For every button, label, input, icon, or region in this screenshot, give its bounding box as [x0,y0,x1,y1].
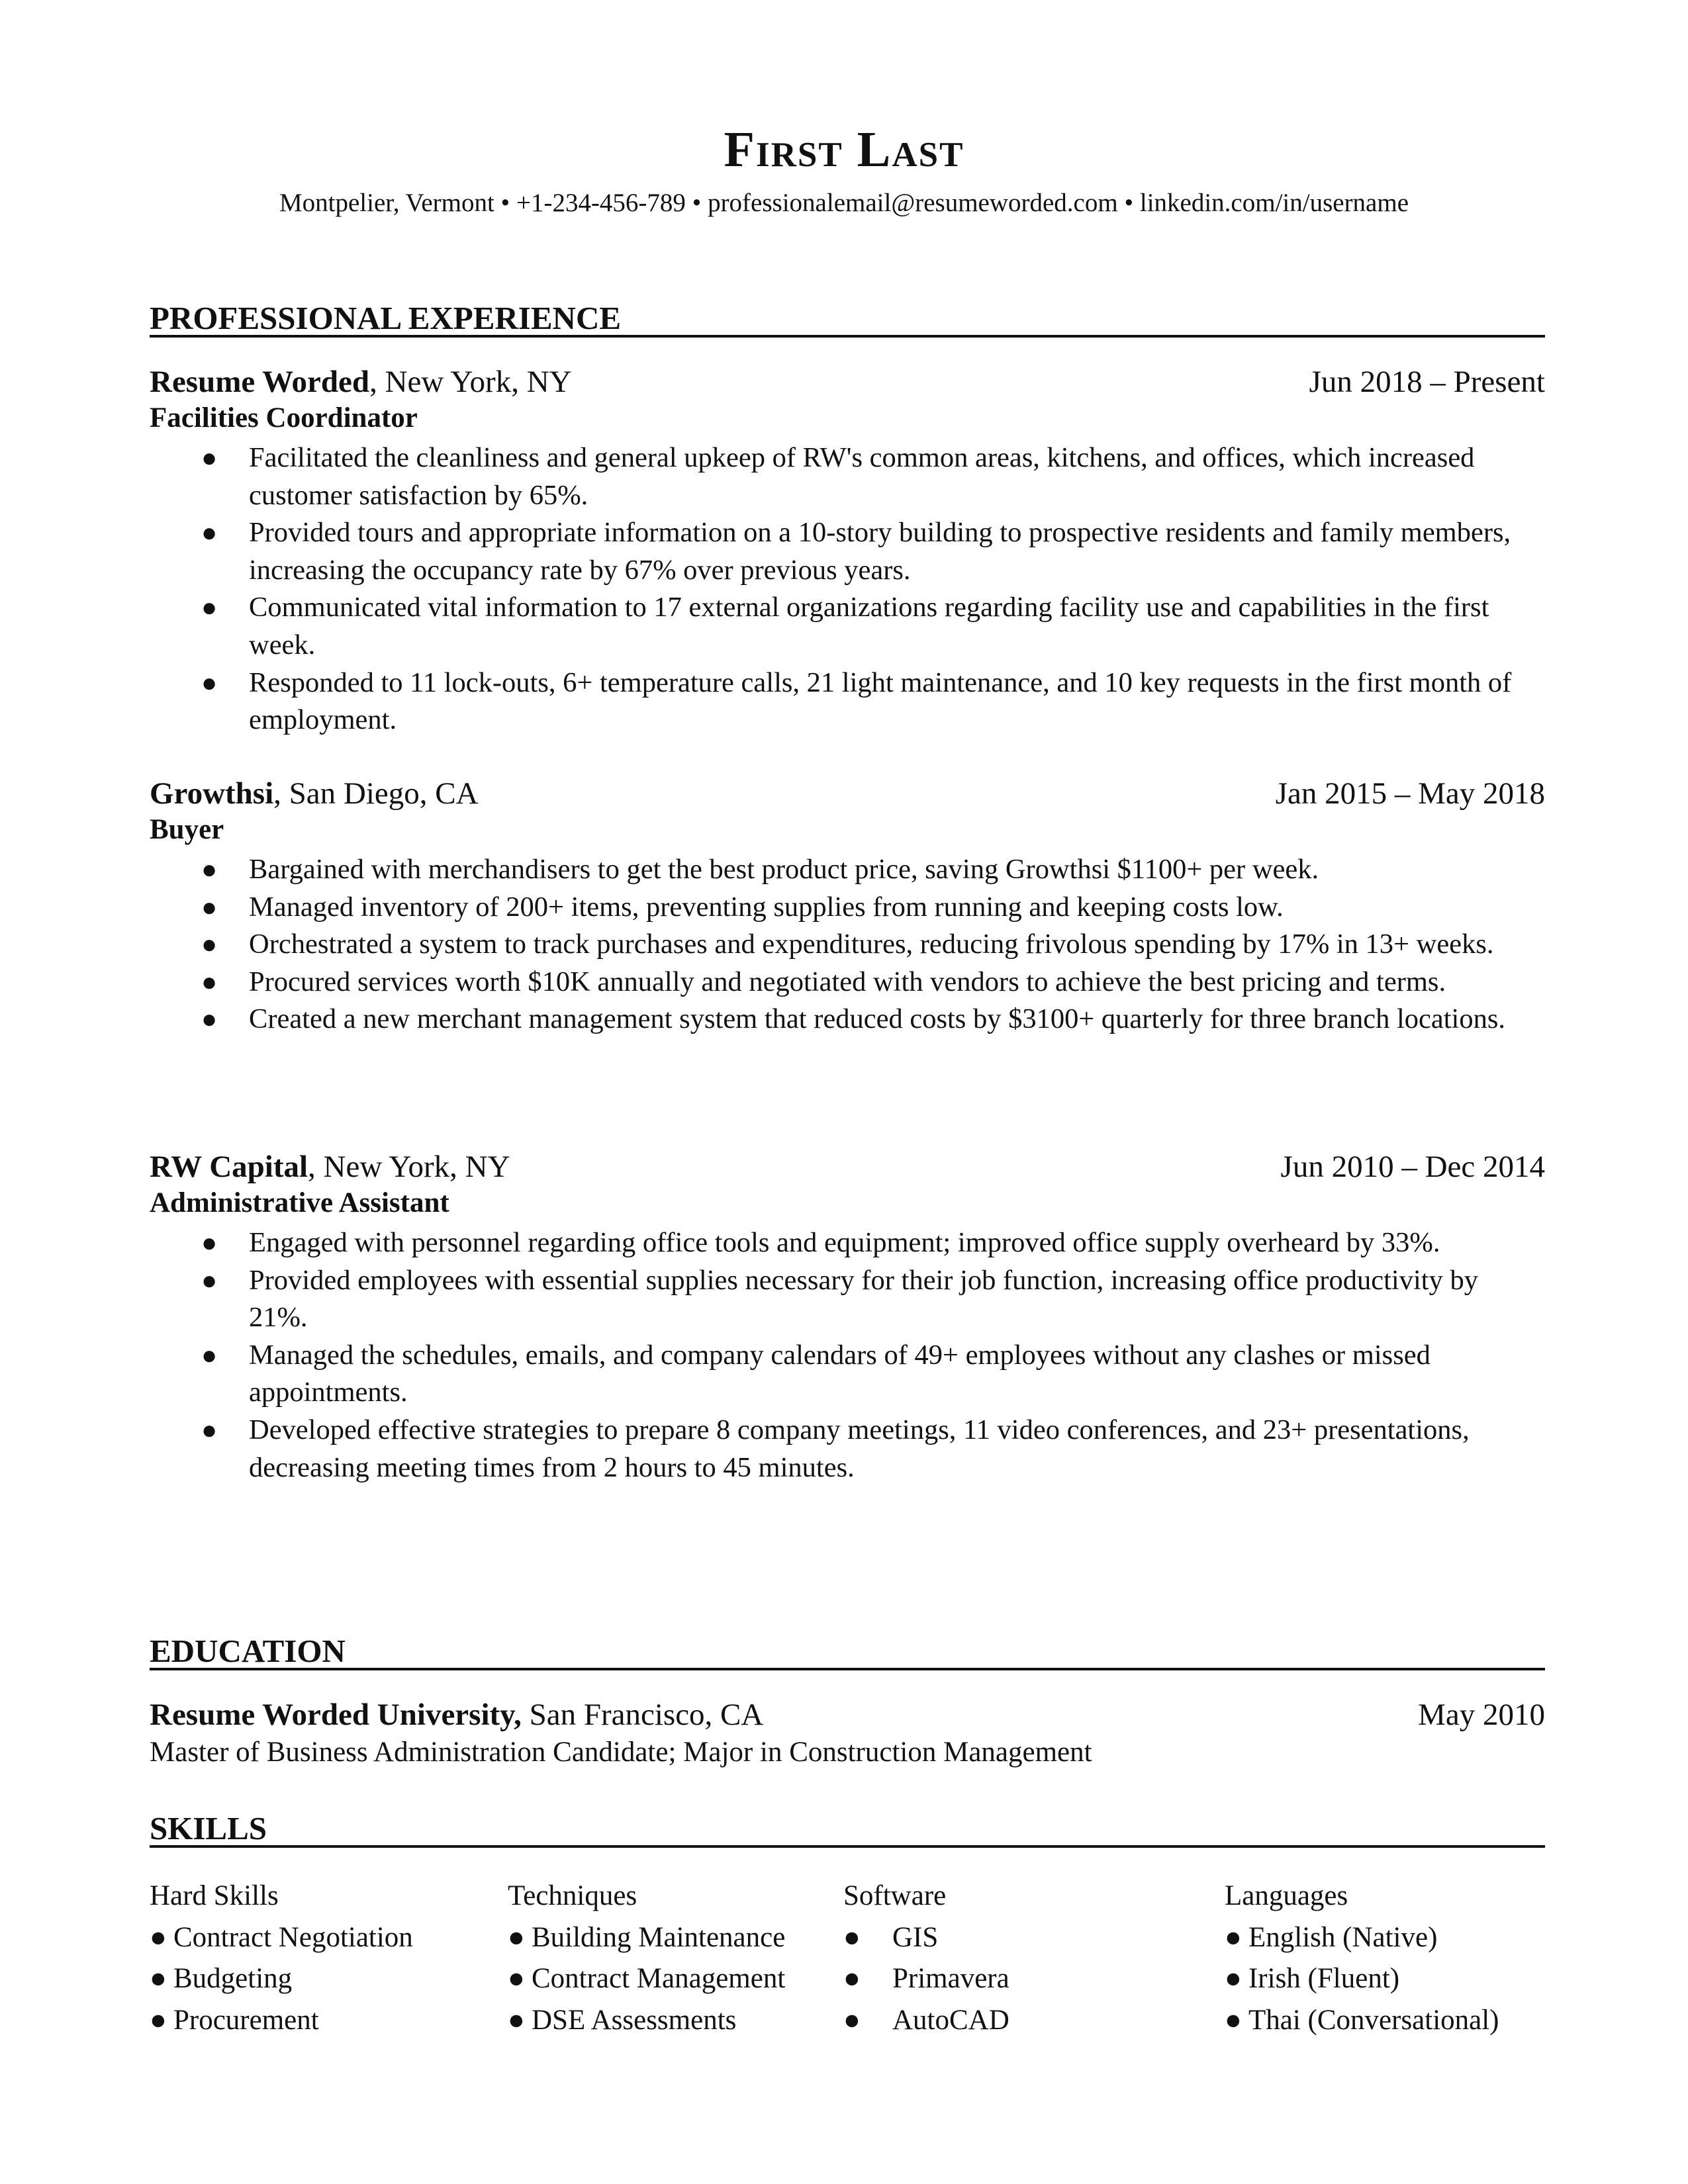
job-bullet-text: Managed the schedules, emails, and company calendars of 49+ employees without any clashes or missed appointments. [249,1339,1430,1408]
skill-text: English (Native) [1248,1921,1438,1953]
job-bullet-text: Communicated vital information to 17 external organizations regarding facility use and capabilities in the first week. [249,592,1489,660]
job-bullet-text: Orchestrated a system to track purchases and expenditures, reducing frivolous spending by 17% in 13+ weeks. [249,929,1494,960]
skill-item [150,1917,413,1959]
job-bullet [150,1224,1545,1262]
skill-text: Contract Negotiation [173,1921,413,1953]
skills-section-title: SKILLS [150,1810,267,1846]
bullet-icon: ● [843,2004,861,2036]
job-organization: RW Capital [150,1150,308,1184]
job-org-line [150,363,572,401]
skill-text: Budgeting [173,1963,293,1994]
job-bullet [150,1412,1545,1486]
job-bullet-list [150,439,1545,739]
job-bullet-list [150,1224,1545,1486]
job-bullet-text: Provided tours and appropriate information on a 10-story building to prospective residents and family members, increasing the occupancy rate by 67% over previous years. [249,517,1511,586]
skill-item [508,1917,785,1959]
education-date: May 2010 [1418,1698,1545,1732]
education-school-line [150,1696,763,1734]
bullet-icon: ● [201,1265,218,1295]
bullet-icon: ● [508,1921,525,1953]
bullet-icon: ● [508,1963,525,1994]
skills-column-software [843,1876,1009,2041]
education-header [150,1696,1545,1734]
job-bullet-text: Bargained with merchandisers to get the best product price, saving Growthsi $1100+ per week. [249,854,1319,885]
bullet-icon: ● [508,2004,525,2036]
job-org-line [150,774,479,813]
skill-text: Primavera [892,1963,1009,1994]
skills-column-hard-skills [150,1876,413,2041]
education-location: San Francisco, CA [521,1698,764,1732]
skills-column-heading: Languages [1225,1880,1348,1911]
bullet-icon: ● [1225,1963,1242,1994]
skill-item [843,1917,1009,1959]
bullet-icon: ● [150,2004,167,2036]
job-dates: Jun 2010 – Dec 2014 [1280,1150,1545,1184]
skill-item [150,1958,413,2000]
bullet-icon: ● [843,1921,861,1953]
bullet-icon: ● [201,1340,218,1370]
job-role: Buyer [150,814,224,845]
experience-divider [150,335,1545,338]
skill-item [1225,1958,1499,2000]
skills-list [843,1917,1009,2042]
education-school: Resume Worded University, [150,1698,522,1732]
bullet-icon: ● [150,1963,167,1994]
job-bullet [150,1337,1545,1412]
job-role: Administrative Assistant [150,1187,449,1218]
job-bullet [150,926,1545,964]
bullet-icon: ● [201,854,218,884]
job-bullet-text: Facilitated the cleanliness and general upkeep of RW's common areas, kitchens, and offices, which increased customer satisfaction by 65%. [249,442,1475,511]
job-bullet [150,964,1545,1001]
job-dates: Jun 2018 – Present [1309,365,1545,399]
bullet-icon: ● [201,667,218,698]
skills-column-techniques [508,1876,785,2041]
skill-item [1225,2000,1499,2042]
bullet-icon: ● [201,1228,218,1257]
skill-text: Procurement [173,2004,319,2036]
job-bullet [150,664,1545,739]
job-bullet [150,589,1545,664]
job-entry-growthsi [150,774,1545,1038]
bullet-icon: ● [201,443,218,473]
bullet-icon: ● [201,1004,218,1034]
job-location: , New York, NY [369,365,572,399]
skill-item [843,2000,1009,2042]
job-org-line [150,1148,510,1186]
job-dates: Jan 2015 – May 2018 [1275,776,1545,811]
bullet-icon: ● [1225,2004,1242,2036]
job-bullet-text: Procured services worth $10K annually and negotiated with vendors to achieve the best pricing and terms. [249,966,1446,997]
skill-text: AutoCAD [892,2004,1009,2036]
skill-item [843,1958,1009,2000]
job-entry-rw-capital [150,1148,1545,1486]
bullet-icon: ● [201,1414,218,1445]
bullet-icon: ● [843,1963,861,1994]
job-bullet-text: Managed inventory of 200+ items, preventing supplies from running and keeping costs low. [249,891,1284,923]
skills-column-heading: Software [843,1880,947,1911]
skills-grid [150,1876,1545,2041]
skills-column-heading: Hard Skills [150,1880,279,1911]
skills-list [508,1917,785,2042]
experience-section-title: PROFESSIONAL EXPERIENCE [150,300,622,336]
education-section-title: EDUCATION [150,1633,346,1669]
bullet-icon: ● [201,518,218,548]
bullet-icon: ● [201,929,218,960]
job-bullet-text: Provided employees with essential supplies necessary for their job function, increasing office productivity by 21%. [249,1264,1478,1334]
bullet-icon: ● [150,1921,167,1953]
education-degree: Master of Business Administration Candidate; Major in Construction Management [150,1737,1092,1768]
bullet-icon: ● [201,592,218,623]
job-entry-resume-worded [150,363,1545,739]
skill-text: Irish (Fluent) [1248,1963,1400,1994]
skill-item [508,1958,785,2000]
skills-column-heading: Techniques [508,1880,637,1911]
contact-line: Montpelier, Vermont • +1-234-456-789 • professionalemail@resumeworded.com • linkedin.com/in/username [279,189,1409,217]
job-bullet-text: Created a new merchant management system that reduced costs by $3100+ quarterly for three branch locations. [249,1003,1506,1035]
skills-list [1225,1917,1499,2042]
education-entry [150,1696,1545,1771]
skill-item [1225,1917,1499,1959]
skill-text: DSE Assessments [531,2004,737,2036]
bullet-icon: ● [1225,1921,1242,1953]
skills-divider [150,1845,1545,1848]
education-divider [150,1668,1545,1670]
job-bullet [150,514,1545,589]
skill-text: GIS [892,1921,939,1953]
job-organization: Resume Worded [150,365,370,399]
job-location: , New York, NY [308,1150,510,1184]
job-organization: Growthsi [150,776,274,811]
skills-list [150,1917,413,2042]
bullet-icon: ● [201,966,218,997]
job-header [150,774,1545,813]
bullet-icon: ● [201,891,218,922]
job-bullet [150,889,1545,927]
candidate-name: First Last [724,122,964,177]
job-bullet-text: Engaged with personnel regarding office tools and equipment; improved office supply overheard by 33%. [249,1227,1440,1258]
skill-text: Contract Management [531,1963,786,1994]
skill-text: Building Maintenance [531,1921,786,1953]
job-bullet-text: Developed effective strategies to prepare 8 company meetings, 11 video conferences, and 23+ presentations, decreasing meeting times from 2 hours to 45 minutes. [249,1414,1470,1483]
job-bullet-text: Responded to 11 lock-outs, 6+ temperature calls, 21 light maintenance, and 10 key requests in the first month of employment. [249,666,1512,736]
job-bullet [150,1262,1545,1337]
job-role: Facilities Coordinator [150,402,418,433]
job-bullet [150,439,1545,514]
job-bullet [150,1001,1545,1038]
job-bullet-list [150,851,1545,1038]
skills-column-languages [1225,1876,1499,2041]
skill-text: Thai (Conversational) [1248,2004,1499,2036]
job-header [150,363,1545,401]
job-location: , San Diego, CA [273,776,479,811]
skill-item [508,2000,785,2042]
skill-item [150,2000,413,2042]
job-header [150,1148,1545,1186]
job-bullet [150,851,1545,889]
